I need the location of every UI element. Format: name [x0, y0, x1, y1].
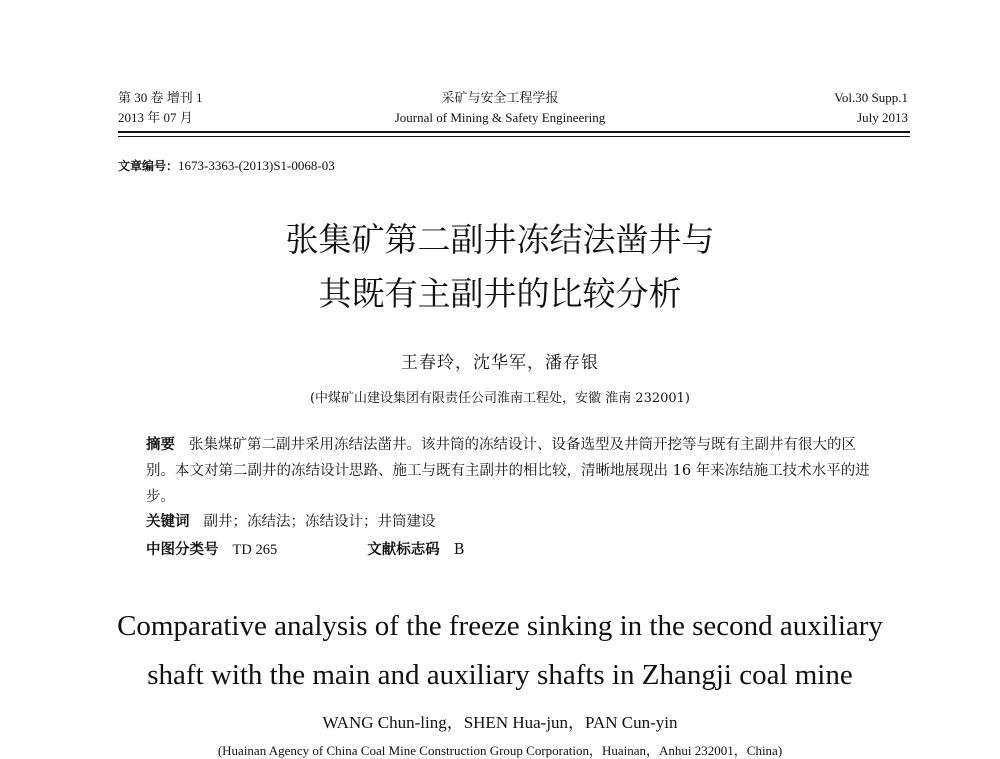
article-number-label: 文章编号：	[118, 159, 179, 173]
article-number-value: 1673-3363-(2013)S1-0068-03	[178, 158, 335, 173]
title-en-line1: Comparative analysis of the freeze sinking in the second auxiliary	[117, 610, 883, 642]
document-code-value: B	[453, 542, 465, 558]
journal-name-en: Journal of Mining & Safety Engineering	[394, 110, 606, 125]
issue-date-cn: 2013 年 07 月	[118, 110, 193, 125]
issue-date-en: July 2013	[857, 110, 908, 125]
header-rule-thick	[118, 131, 910, 133]
journal-name	[300, 88, 700, 128]
volume-issue: 第 30 卷 增刊 1	[118, 90, 203, 105]
journal-name-cn: 采矿与安全工程学报	[441, 90, 559, 105]
keywords-label: 关键词	[146, 514, 190, 530]
title-english	[0, 602, 1000, 700]
article-number	[118, 157, 335, 174]
keywords	[146, 510, 436, 531]
title-cn-line1: 张集矿第二副井冻结法凿井与	[285, 220, 715, 259]
abstract	[146, 432, 881, 510]
title-cn-line2: 其既有主副井的比较分析	[318, 274, 682, 313]
volume-supp: Vol.30 Supp.1	[834, 90, 908, 105]
classification	[146, 538, 464, 559]
classification-label: 中图分类号	[146, 542, 219, 558]
header-rule-thin	[118, 136, 910, 137]
document-code-label: 文献标志码	[367, 542, 440, 558]
authors-english: WANG Chun-ling，SHEN Hua-jun，PAN Cun-yin	[322, 713, 678, 732]
affiliation-english: (Huainan Agency of China Coal Mine Construction Group Corporation，Huainan，Anhui 232001，China)	[217, 743, 783, 758]
abstract-text: 张集煤矿第二副井采用冻结法凿井。该井筒的冻结设计、设备选型及井筒开挖等与既有主副井有很大的区别。本文对第二副井的冻结设计思路、施工与既有主副井的相比较，清晰地展现出 16 年来冻结施工技术水平的进步。	[146, 437, 870, 505]
affiliation-chinese: (中煤矿山建设集团有限责任公司淮南工程处，安徽 淮南 232001)	[309, 391, 691, 406]
keywords-text: 副井；冻结法；冻结设计；井筒建设	[203, 514, 436, 530]
title-en-line2: shaft with the main and auxiliary shafts in Zhangji coal mine	[147, 659, 853, 691]
authors-chinese: 王春玲，沈华军，潘存银	[401, 353, 599, 373]
abstract-label: 摘要	[146, 437, 175, 453]
classification-value: TD 265	[232, 542, 278, 558]
journal-volume-info	[118, 88, 203, 128]
journal-volume-info-en	[834, 88, 908, 128]
title-chinese	[0, 213, 1000, 321]
